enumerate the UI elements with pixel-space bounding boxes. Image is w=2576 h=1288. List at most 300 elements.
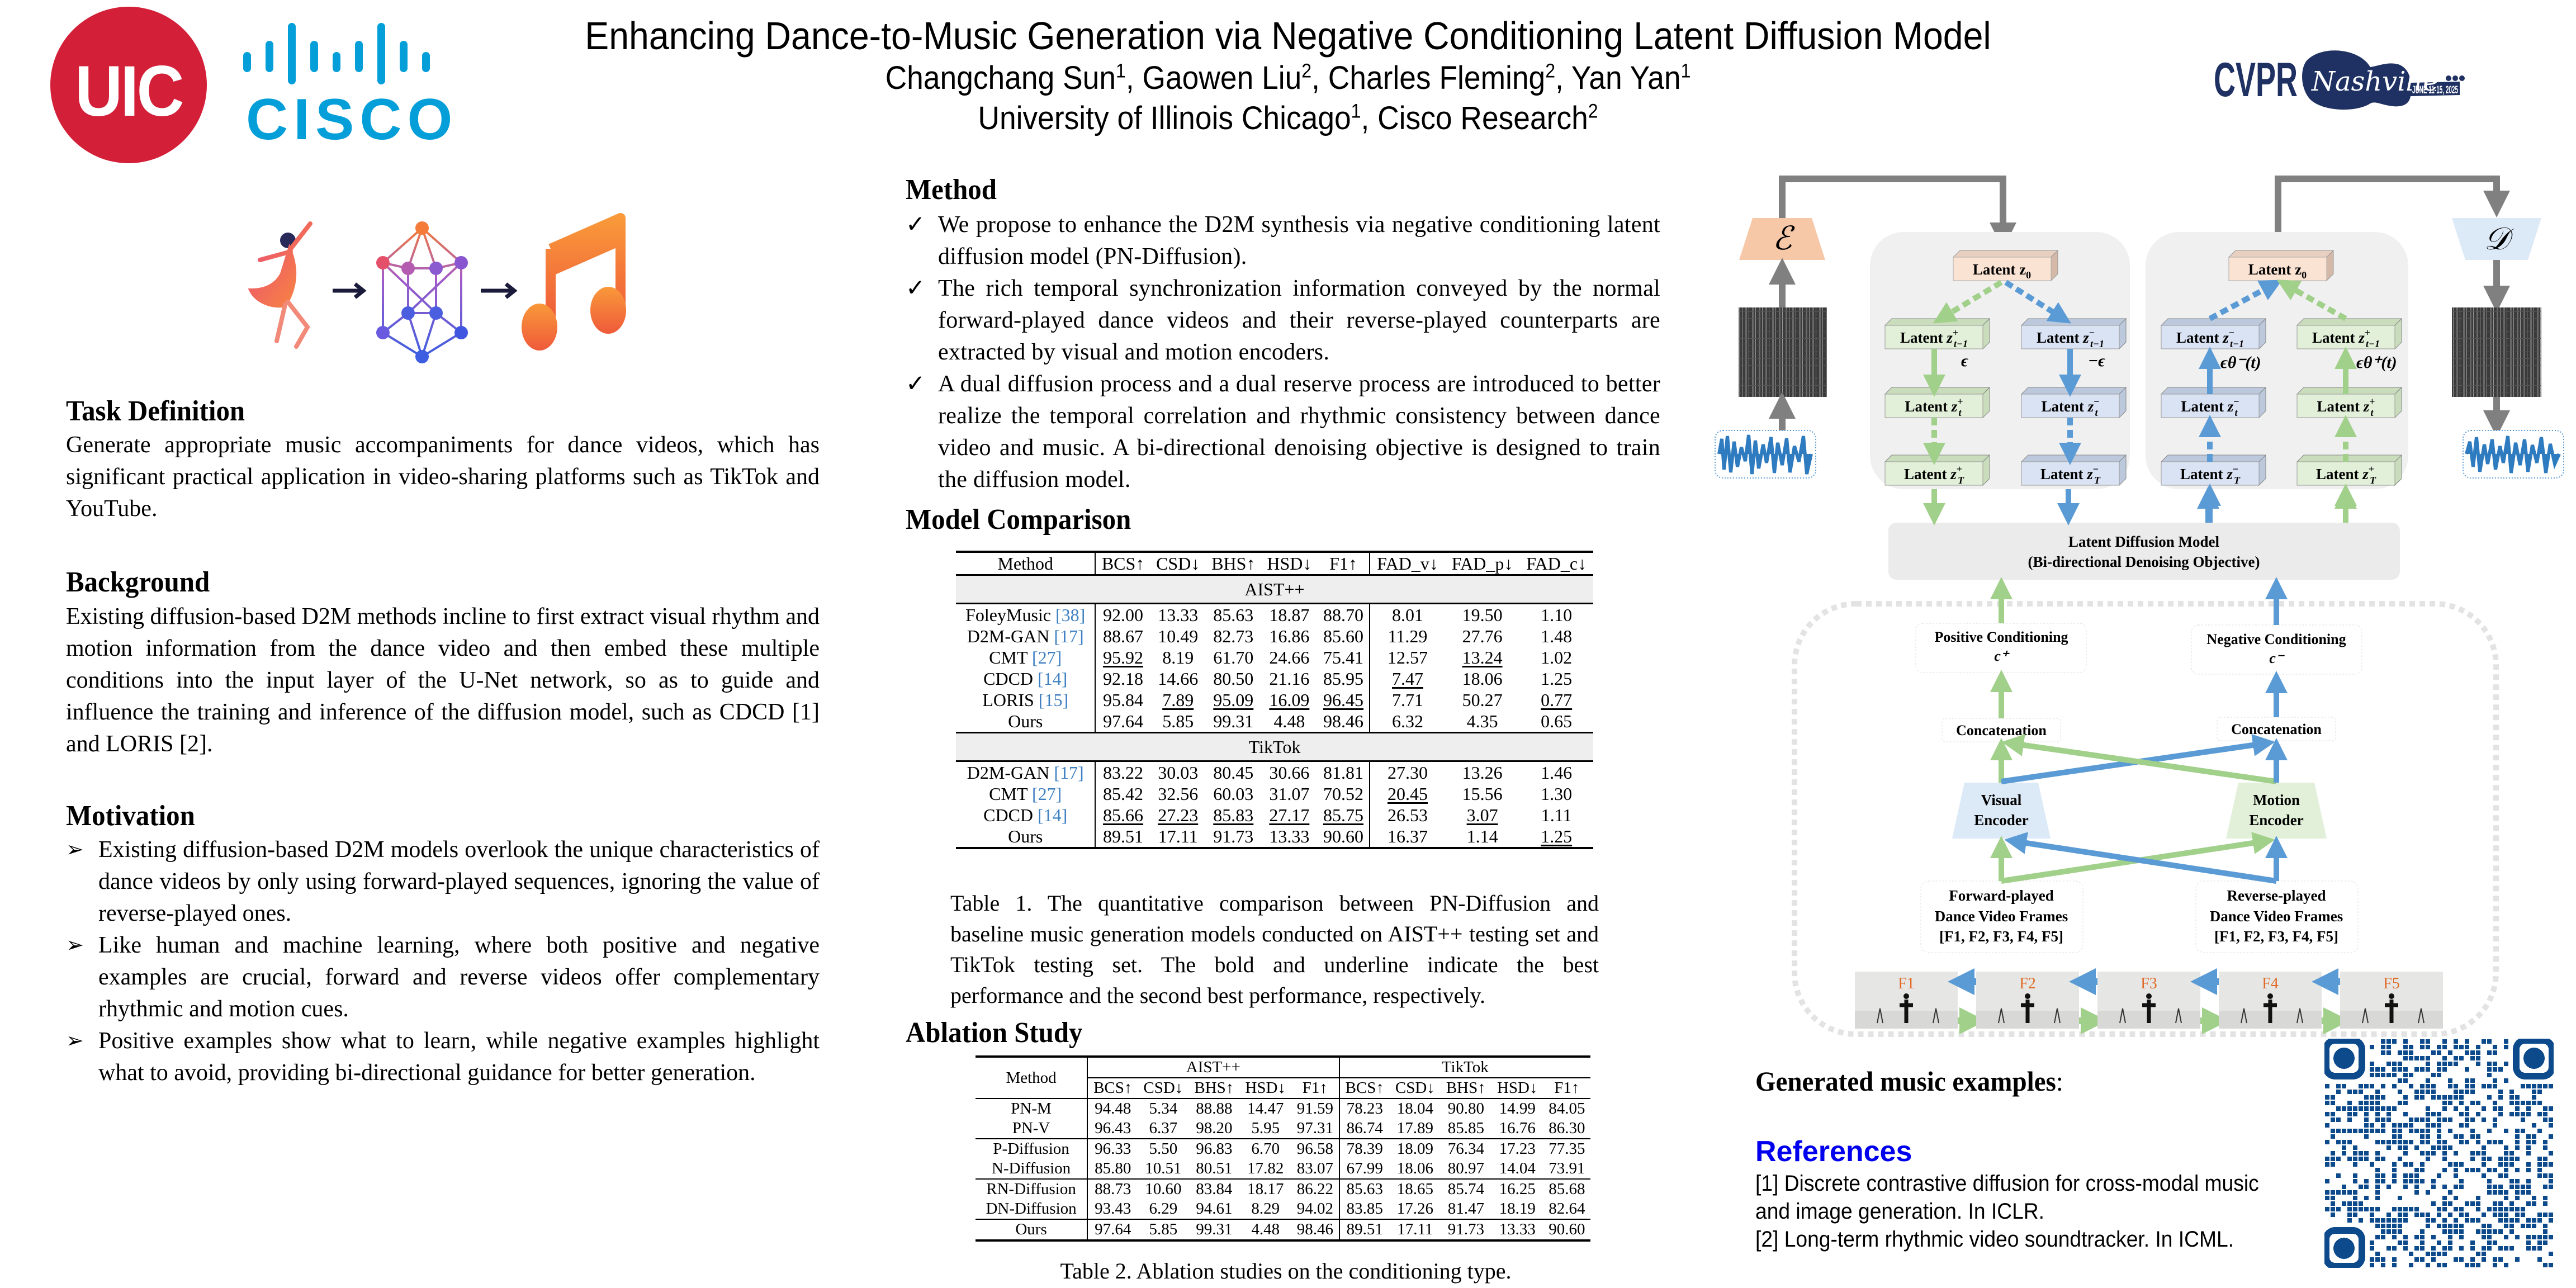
value-cell: 14.04 — [1499, 1159, 1536, 1177]
column-header: CSD↓ — [1150, 552, 1206, 575]
qr-module — [2381, 1157, 2385, 1161]
qr-module — [2448, 1246, 2452, 1251]
qr-module — [2526, 1162, 2531, 1167]
qr-module — [2470, 1201, 2475, 1206]
qr-module — [2353, 1151, 2357, 1156]
frame-label: F1 — [1898, 975, 1915, 992]
qr-module — [2521, 1112, 2525, 1116]
citation-link[interactable]: [17] — [1054, 626, 1084, 646]
citation-link[interactable]: [27] — [1031, 783, 1062, 804]
qr-module — [2465, 1050, 2469, 1055]
qr-module — [2470, 1090, 2475, 1094]
qr-module — [2470, 1078, 2475, 1083]
qr-module — [2470, 1246, 2475, 1251]
qr-module — [2409, 1123, 2413, 1128]
citation-link[interactable]: [14] — [1038, 804, 1068, 825]
value-cell: 98.20 — [1196, 1119, 1233, 1137]
svg-text:Concatenation: Concatenation — [1956, 722, 2047, 738]
qr-module — [2331, 1190, 2335, 1195]
qr-module — [2353, 1090, 2357, 1094]
method-cell: N-Diffusion — [991, 1159, 1071, 1177]
value-cell: 18.06 — [1462, 668, 1503, 689]
qr-module — [2431, 1145, 2436, 1150]
qr-module — [2549, 1213, 2553, 1217]
value-cell: 82.73 — [1213, 626, 1254, 646]
value-cell: 94.48 — [1087, 1098, 1138, 1119]
qr-module — [2347, 1090, 2352, 1094]
qr-module — [2359, 1106, 2363, 1111]
qr-module — [2549, 1151, 2553, 1156]
value-cell: 78.39 — [1339, 1139, 1390, 1159]
qr-module — [2409, 1173, 2413, 1178]
qr-module — [2504, 1196, 2508, 1200]
music-note-icon — [522, 218, 626, 351]
qr-module — [2543, 1229, 2547, 1234]
qr-module — [2426, 1224, 2430, 1228]
qr-module — [2381, 1039, 2385, 1044]
video-frame — [1976, 972, 2079, 1029]
input-waveform — [1715, 430, 1816, 478]
value-cell: 94.61 — [1196, 1200, 1233, 1218]
qr-module — [2448, 1162, 2452, 1167]
qr-module — [2392, 1129, 2397, 1133]
positive-conditioning-box — [1916, 623, 2086, 673]
qr-module — [2498, 1140, 2503, 1144]
qr-module — [2549, 1173, 2553, 1178]
qr-module — [2409, 1056, 2413, 1060]
qr-module — [2426, 1190, 2430, 1195]
visual-encoder — [1952, 783, 2051, 839]
qr-module — [2442, 1229, 2447, 1234]
qr-module — [2487, 1084, 2492, 1088]
value-cell: 13.33 — [1261, 826, 1318, 848]
qr-module — [2465, 1090, 2469, 1094]
citation-link[interactable]: [27] — [1031, 647, 1062, 667]
value-cell: 1.30 — [1541, 783, 1573, 804]
author-list: Changchang Sun$^1$, Gaowen Liu$^2$, Charles Fleming$^2$, Yan Yan$^1$ — [885, 60, 1691, 96]
qr-module — [2470, 1056, 2475, 1060]
qr-module — [2526, 1101, 2531, 1105]
qr-module — [2342, 1190, 2346, 1195]
qr-module — [2487, 1224, 2492, 1228]
value-cell: 85.66 — [1095, 804, 1150, 826]
qr-module — [2487, 1062, 2492, 1066]
qr-module — [2381, 1140, 2385, 1144]
motivation-list — [66, 834, 820, 1089]
qr-module — [2476, 1112, 2480, 1116]
qr-module — [2392, 1224, 2397, 1228]
value-cell: 86.22 — [1291, 1179, 1339, 1199]
value-cell: 90.60 — [1543, 1219, 1590, 1240]
value-cell: 83.84 — [1188, 1179, 1239, 1199]
qr-module — [2459, 1207, 2464, 1211]
value-cell: 1.02 — [1541, 647, 1573, 667]
qr-module — [2403, 1140, 2408, 1144]
qr-module — [2375, 1224, 2380, 1228]
generated-music-heading: Generated music examples: — [1755, 1066, 2063, 1097]
qr-module — [2331, 1129, 2335, 1133]
qr-module — [2414, 1173, 2419, 1178]
qr-module — [2381, 1129, 2385, 1133]
value-cell: 97.64 — [1095, 711, 1150, 733]
qr-module — [2426, 1157, 2430, 1161]
qr-module — [2498, 1229, 2503, 1234]
qr-module — [2392, 1134, 2397, 1139]
qr-module — [2392, 1173, 2397, 1178]
qr-module — [2521, 1207, 2525, 1211]
qr-module — [2493, 1106, 2497, 1111]
qr-module — [2459, 1162, 2464, 1167]
value-cell: 80.50 — [1213, 668, 1254, 689]
value-cell: 18.65 — [1390, 1179, 1441, 1199]
citation-link[interactable]: [17] — [1054, 762, 1084, 783]
qr-module — [2403, 1173, 2408, 1178]
svg-text:Latent z+t: Latent z+ t — [2317, 396, 2375, 418]
qr-module — [2353, 1213, 2357, 1217]
qr-module — [2498, 1106, 2503, 1111]
qr-module — [2370, 1084, 2374, 1088]
value-cell: 98.46 — [1291, 1219, 1339, 1240]
qr-module — [2325, 1179, 2329, 1183]
qr-module — [2403, 1095, 2408, 1100]
qr-module — [2482, 1084, 2486, 1088]
qr-module — [2537, 1246, 2542, 1251]
qr-module — [2442, 1101, 2447, 1105]
qr-module — [2325, 1101, 2329, 1105]
qr-module — [2537, 1084, 2542, 1088]
qr-module — [2426, 1123, 2430, 1128]
frame-label: F3 — [2141, 975, 2157, 992]
checkmark-icon: ✓ — [906, 212, 926, 238]
qr-module — [2409, 1179, 2413, 1183]
encoder-symbol: ℰ — [1772, 219, 1792, 257]
qr-module — [2454, 1173, 2458, 1178]
table-row — [976, 1179, 1590, 1199]
value-cell: 7.89 — [1162, 689, 1194, 710]
qr-module — [2409, 1073, 2413, 1077]
qr-module — [2398, 1090, 2402, 1094]
latent-z0-decoder — [2229, 250, 2333, 281]
qr-module — [2331, 1151, 2335, 1156]
qr-module — [2381, 1106, 2385, 1111]
latent-positive-forward — [1885, 455, 1990, 486]
qr-module — [2370, 1240, 2374, 1245]
svg-text:Latent z−T: Latent z− T — [2180, 463, 2241, 486]
qr-module — [2470, 1257, 2475, 1262]
value-cell: 17.23 — [1491, 1139, 1543, 1159]
value-cell: 88.73 — [1087, 1179, 1138, 1199]
qr-module — [2509, 1151, 2514, 1156]
value-cell: 30.03 — [1150, 761, 1206, 784]
qr-module — [2442, 1201, 2447, 1206]
qr-module — [2459, 1101, 2464, 1105]
qr-module — [2353, 1190, 2357, 1195]
method-cell: Ours — [956, 826, 1095, 848]
qr-module — [2325, 1123, 2329, 1128]
qr-module — [2537, 1235, 2542, 1239]
qr-module — [2459, 1090, 2464, 1094]
qr-module — [2482, 1173, 2486, 1178]
citation-link[interactable]: [15] — [1038, 689, 1069, 710]
qr-module — [2459, 1235, 2464, 1239]
qr-module — [2414, 1179, 2419, 1183]
value-cell: 85.85 — [1447, 1119, 1484, 1137]
value-cell: 99.31 — [1188, 1219, 1239, 1240]
qr-module — [2526, 1112, 2531, 1116]
qr-module — [2375, 1173, 2380, 1178]
qr-module — [2532, 1134, 2536, 1139]
qr-module — [2325, 1157, 2329, 1161]
qr-module — [2431, 1201, 2436, 1206]
qr-module — [2342, 1201, 2346, 1206]
svg-text:Concatenation: Concatenation — [2231, 721, 2322, 737]
qr-module — [2543, 1213, 2547, 1217]
svg-text:Latent z+t−1: Latent z+ t−1 — [1900, 327, 1968, 349]
qr-module — [2454, 1151, 2458, 1156]
qr-module — [2515, 1112, 2520, 1116]
qr-module — [2414, 1056, 2419, 1060]
value-cell: 96.43 — [1087, 1119, 1138, 1139]
qr-module — [2515, 1129, 2520, 1133]
qr-module — [2509, 1101, 2514, 1105]
qr-module — [2498, 1173, 2503, 1178]
value-cell: 15.56 — [1462, 783, 1503, 804]
qr-module — [2409, 1252, 2413, 1256]
value-cell: 99.31 — [1213, 711, 1254, 731]
qr-module — [2470, 1157, 2475, 1161]
qr-module — [2470, 1101, 2475, 1105]
qr-module — [2454, 1090, 2458, 1094]
value-cell: 73.91 — [1549, 1159, 1585, 1177]
qr-module — [2431, 1095, 2436, 1100]
qr-module — [2420, 1056, 2425, 1060]
qr-module — [2409, 1045, 2413, 1049]
qr-module — [2375, 1179, 2380, 1183]
qr-module — [2454, 1056, 2458, 1060]
qr-module — [2325, 1190, 2329, 1195]
qr-module — [2537, 1162, 2542, 1167]
citation-link[interactable]: [14] — [1038, 668, 1068, 689]
svg-text:Latent z+T: Latent z+ T — [2315, 463, 2376, 486]
qr-module — [2442, 1056, 2447, 1060]
table-row — [956, 826, 1593, 848]
table-row — [956, 711, 1593, 733]
qr-module — [2386, 1117, 2391, 1122]
qr-module — [2493, 1201, 2497, 1206]
value-cell: 13.33 — [1150, 604, 1206, 626]
qr-module — [2498, 1157, 2503, 1161]
qr-module — [2375, 1073, 2380, 1077]
task-definition-heading: Task Definition — [66, 395, 245, 427]
qr-module — [2482, 1117, 2486, 1122]
qr-module — [2431, 1050, 2436, 1055]
qr-module — [2543, 1084, 2547, 1088]
qr-module — [2426, 1213, 2430, 1217]
citation-link[interactable]: [38] — [1055, 604, 1086, 625]
latent-positive-forward — [1885, 387, 1990, 418]
qr-module — [2364, 1123, 2369, 1128]
author: Yan Yan$^1$ — [1571, 60, 1691, 96]
method-cell: P-Diffusion — [976, 1139, 1087, 1159]
value-cell: 18.17 — [1239, 1179, 1291, 1199]
qr-module — [2448, 1101, 2452, 1105]
qr-module — [2509, 1162, 2514, 1167]
qr-module — [2493, 1117, 2497, 1122]
value-cell: 97.64 — [1087, 1219, 1138, 1240]
qr-module — [2482, 1151, 2486, 1156]
latent-positive-reverse — [2297, 387, 2402, 418]
qr-module — [2364, 1117, 2369, 1122]
qr-module — [2386, 1185, 2391, 1189]
qr-module — [2521, 1101, 2525, 1105]
qr-module — [2521, 1213, 2525, 1217]
qr-module — [2526, 1201, 2531, 1206]
qr-module — [2442, 1185, 2447, 1189]
value-cell: 10.49 — [1158, 626, 1199, 646]
qr-module — [2465, 1218, 2469, 1223]
method-cell: CMT [27] — [989, 647, 1062, 667]
value-cell: 14.99 — [1491, 1098, 1543, 1119]
method-item: ✓ The rich temporal synchronization information conveyed by the normal forward-played dance videos and their reverse-played counterparts are extracted by visual and motion encoders. — [906, 273, 1660, 368]
svg-text:Latent z−t−1: Latent z− t−1 — [2037, 327, 2104, 349]
qr-module — [2482, 1246, 2486, 1251]
qr-module — [2504, 1218, 2508, 1223]
svg-text:Latent z+t−1: Latent z+ t−1 — [2312, 327, 2380, 349]
value-cell: 93.43 — [1087, 1199, 1138, 1219]
arrowhead-bullet-icon: ➢ — [66, 838, 84, 861]
background-heading: Background — [66, 566, 210, 598]
qr-module — [2342, 1185, 2346, 1189]
affiliation: University of Illinois Chicago$^1$ — [978, 100, 1361, 136]
qr-module — [2526, 1106, 2531, 1111]
qr-module — [2347, 1213, 2352, 1217]
qr-code[interactable] — [2324, 1039, 2554, 1268]
qr-module — [2336, 1207, 2341, 1211]
column-header: FAD_c↓ — [1519, 552, 1593, 575]
qr-module — [2381, 1257, 2385, 1262]
qr-module — [2437, 1134, 2441, 1139]
qr-module — [2526, 1179, 2531, 1183]
qr-module — [2403, 1056, 2408, 1060]
value-cell: 27.30 — [1370, 761, 1445, 784]
qr-module — [2359, 1084, 2363, 1088]
qr-module — [2353, 1201, 2357, 1206]
qr-module — [2442, 1196, 2447, 1200]
qr-module — [2359, 1185, 2363, 1189]
eps-theta-negative-label: ϵθ⁻(t) — [2220, 353, 2261, 372]
qr-module — [2414, 1185, 2419, 1189]
qr-module — [2459, 1229, 2464, 1234]
qr-module — [2342, 1129, 2346, 1133]
qr-module — [2537, 1157, 2542, 1161]
qr-module — [2537, 1168, 2542, 1172]
qr-module — [2398, 1145, 2402, 1150]
qr-module — [2331, 1134, 2335, 1139]
value-cell: 16.76 — [1499, 1119, 1536, 1137]
qr-module — [2420, 1117, 2425, 1122]
value-cell: 80.45 — [1206, 761, 1261, 784]
value-cell: 86.74 — [1339, 1119, 1390, 1139]
qr-module — [2442, 1168, 2447, 1172]
qr-module — [2426, 1056, 2430, 1060]
qr-module — [2364, 1106, 2369, 1111]
qr-module — [2532, 1201, 2536, 1206]
motion-encoder — [2226, 783, 2327, 839]
method-cell: PN-V — [1012, 1119, 1050, 1137]
qr-module — [2364, 1112, 2369, 1116]
table-row — [976, 1098, 1590, 1119]
dataset-section-row — [956, 575, 1593, 604]
qr-module — [2375, 1101, 2380, 1105]
qr-module — [2465, 1084, 2469, 1088]
qr-module — [2509, 1201, 2514, 1206]
column-header: BHS↑ — [1441, 1078, 1491, 1098]
qr-module — [2426, 1090, 2430, 1094]
value-cell: 85.63 — [1206, 604, 1261, 626]
qr-module — [2454, 1045, 2458, 1049]
value-cell: 85.63 — [1339, 1179, 1390, 1199]
qr-module — [2420, 1067, 2425, 1072]
qr-module — [2375, 1190, 2380, 1195]
qr-module — [2442, 1106, 2447, 1111]
qr-module — [2515, 1235, 2520, 1239]
qr-module — [2515, 1145, 2520, 1150]
qr-module — [2526, 1134, 2531, 1139]
qr-module — [2420, 1213, 2425, 1217]
qr-module — [2526, 1084, 2531, 1088]
qr-module — [2381, 1050, 2385, 1055]
qr-module — [2482, 1157, 2486, 1161]
qr-module — [2515, 1213, 2520, 1217]
qr-module — [2454, 1168, 2458, 1172]
qr-module — [2364, 1134, 2369, 1139]
cvpr-logo-text: CVPR — [2214, 53, 2298, 107]
noise-positive-label: ϵ — [1961, 352, 1968, 370]
qr-module — [2476, 1207, 2480, 1211]
qr-module — [2448, 1235, 2452, 1239]
motivation-item: ➢ Existing diffusion-based D2M models overlook the unique characteristics of dance videos by only using forward-played sequences, ignoring the value of reverse-played ones. — [66, 834, 820, 930]
qr-module — [2386, 1140, 2391, 1144]
svg-text:c⁺: c⁺ — [1994, 648, 2009, 664]
qr-module — [2537, 1129, 2542, 1133]
column-header: Method — [976, 1057, 1087, 1098]
qr-module — [2493, 1084, 2497, 1088]
qr-module — [2476, 1252, 2480, 1256]
qr-module — [2431, 1185, 2436, 1189]
value-cell: 16.09 — [1269, 689, 1310, 710]
qr-module — [2375, 1218, 2380, 1223]
qr-module — [2454, 1196, 2458, 1200]
value-cell: 17.89 — [1396, 1119, 1433, 1137]
qr-module — [2392, 1062, 2397, 1066]
qr-module — [2420, 1179, 2425, 1183]
decoder-block — [2452, 218, 2541, 260]
qr-module — [2476, 1151, 2480, 1156]
qr-module — [2370, 1101, 2374, 1105]
qr-module — [2487, 1240, 2492, 1245]
latent-z0-encoder — [1953, 250, 2058, 281]
qr-module — [2386, 1224, 2391, 1228]
qr-module — [2403, 1101, 2408, 1105]
value-cell: 97.31 — [1296, 1119, 1333, 1137]
value-cell: 18.87 — [1261, 604, 1318, 626]
qr-module — [2381, 1229, 2385, 1234]
value-cell: 13.24 — [1462, 647, 1503, 667]
qr-module — [2482, 1162, 2486, 1167]
qr-module — [2364, 1157, 2369, 1161]
column-header: F1↑ — [1543, 1078, 1590, 1098]
qr-module — [2454, 1162, 2458, 1167]
